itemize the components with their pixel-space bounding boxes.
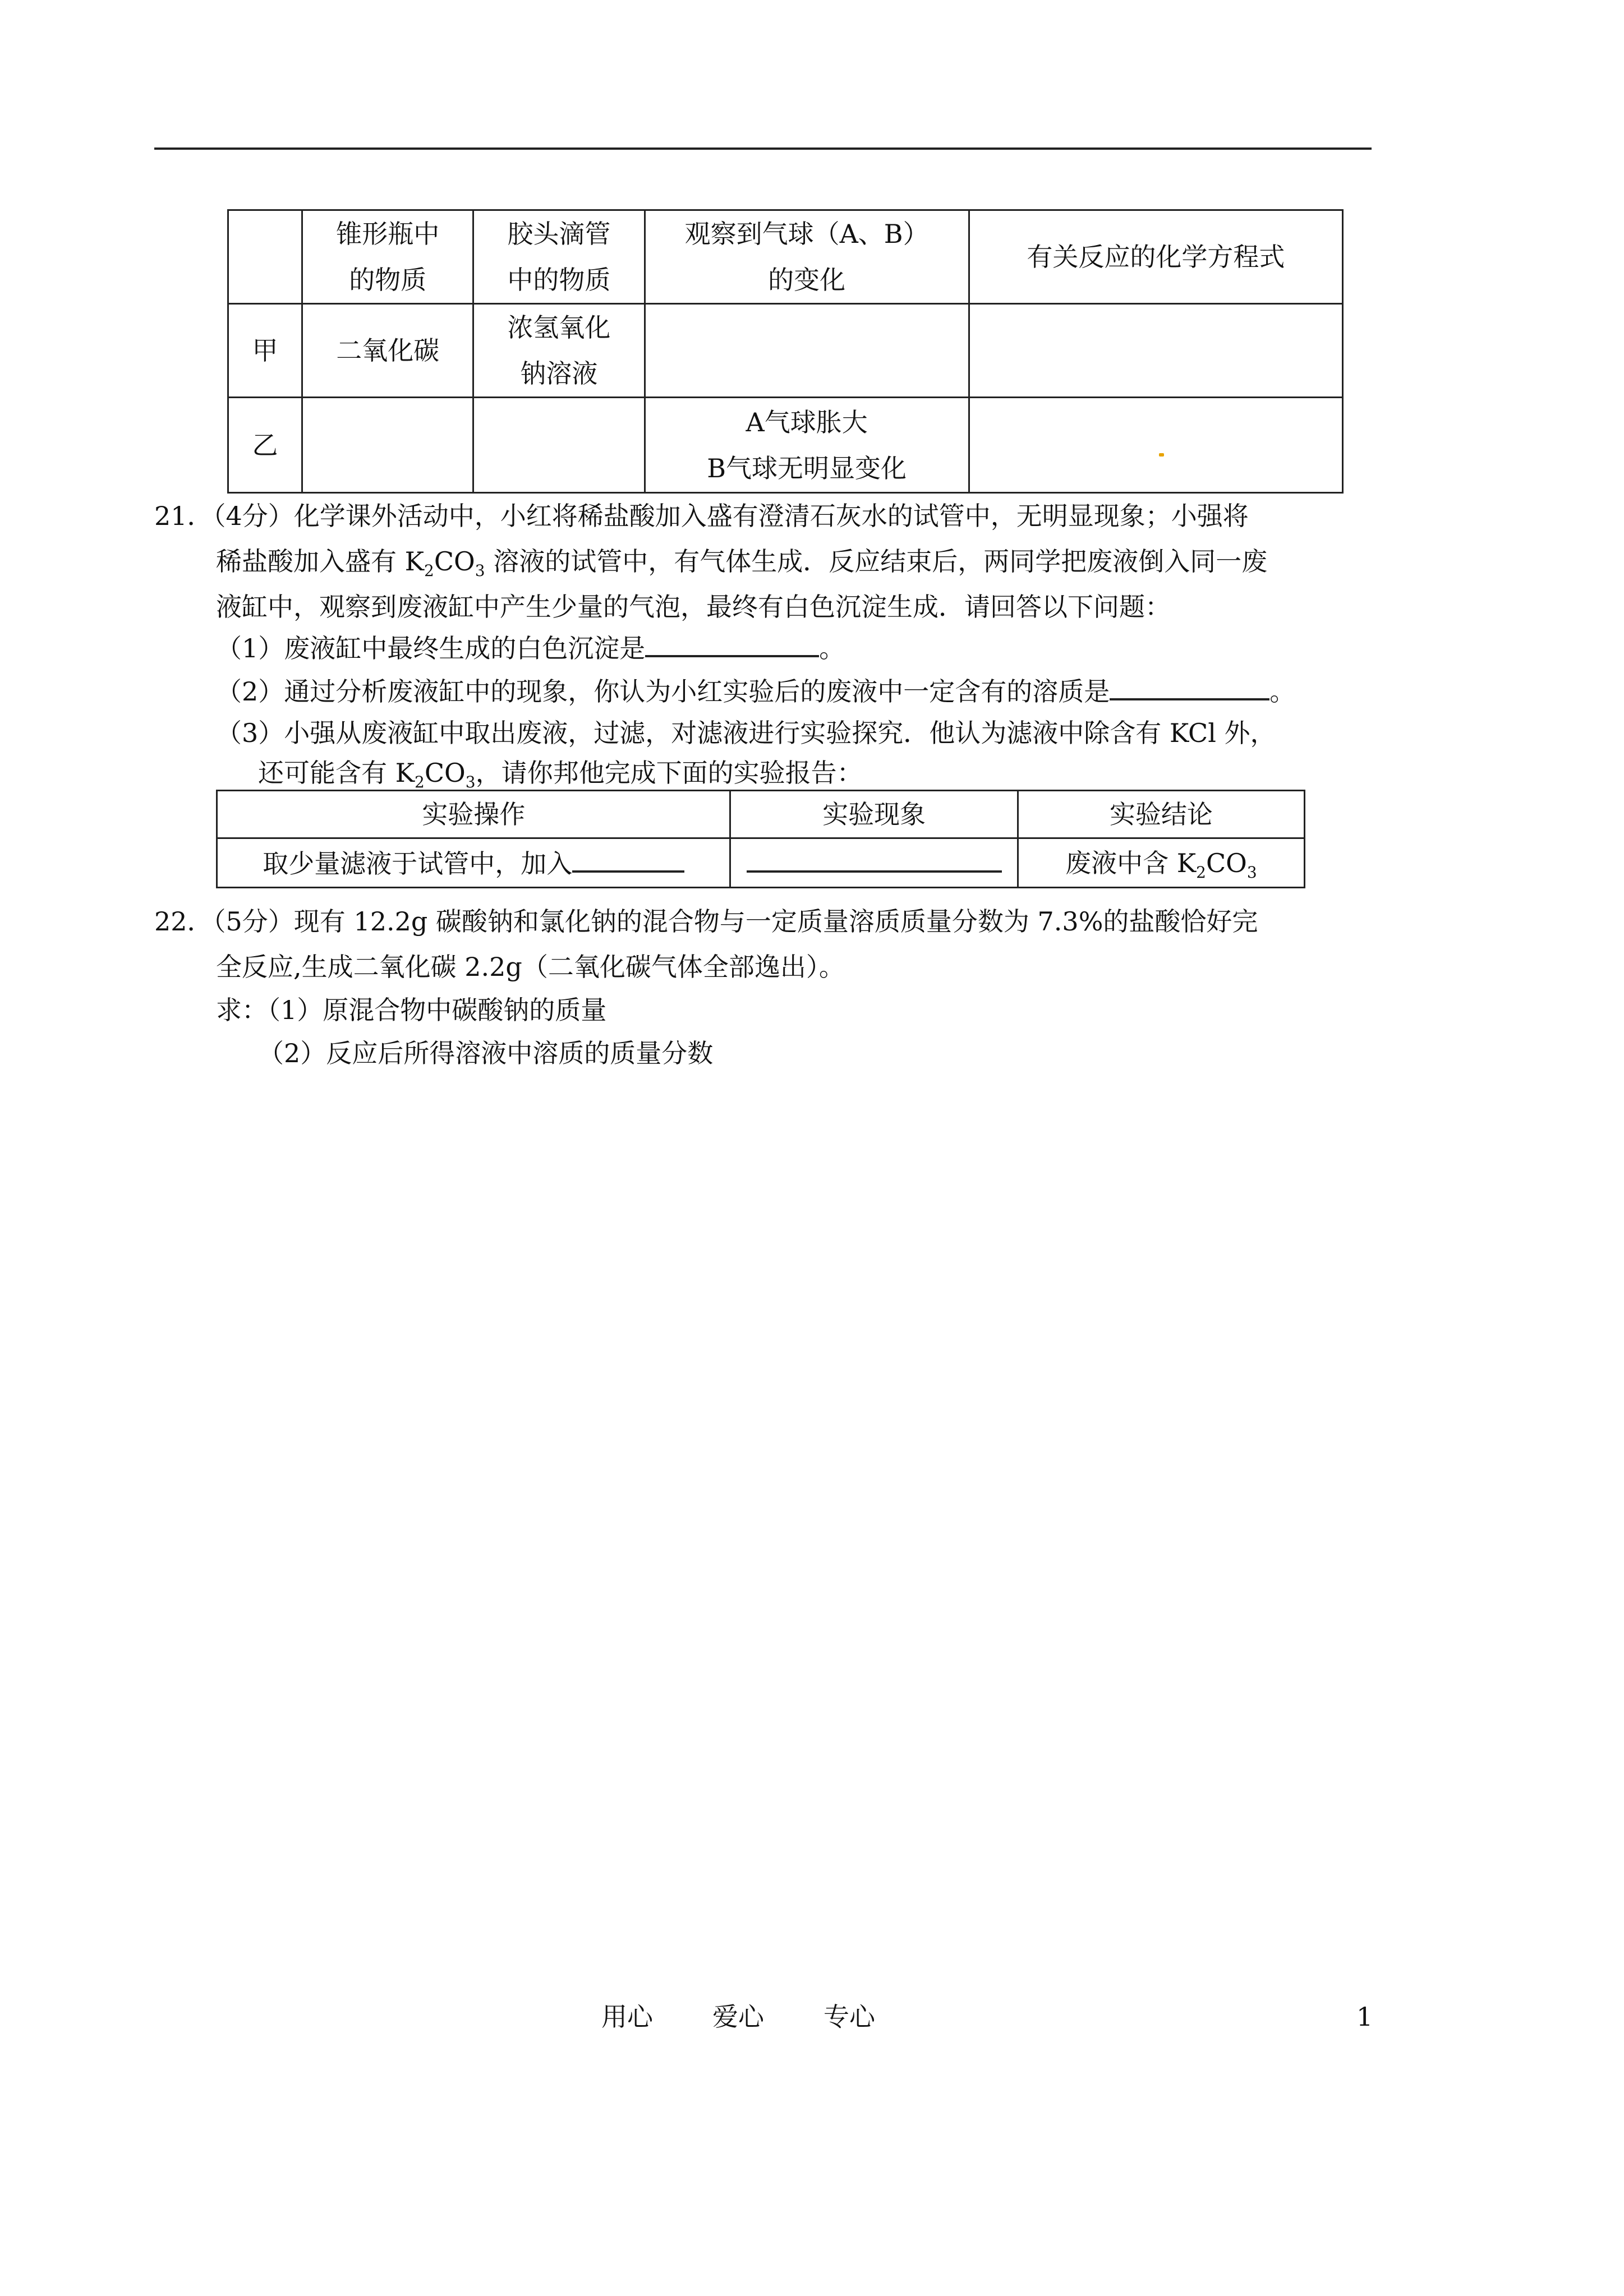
header-flask-line1: 锥形瓶中	[336, 219, 440, 249]
q21-line1: 21．（4分）化学课外活动中，小红将稀盐酸加入盛有澄清石灰水的试管中，无明显现象；小强将	[154, 501, 1249, 531]
row-jia-balloon	[645, 304, 969, 398]
q22-ask1: 求：（1）原混合物中碳酸钠的质量	[216, 995, 607, 1025]
footer-word-1: 用心	[601, 2002, 653, 2032]
q21-part3-line1: （3）小强从废液缸中取出废液，过滤，对滤液进行实验探究．他认为滤液中除含有 KCl 外，	[216, 718, 1276, 748]
header-flask-line2: 的物质	[349, 265, 427, 295]
header-balloon-line2: 的变化	[768, 265, 846, 295]
table-row-jia	[228, 304, 1343, 398]
q21-part2: （2）通过分析废液缸中的现象，你认为小红实验后的废液中一定含有的溶质是 。	[216, 667, 1295, 714]
report-conclusion-cell: 废液中含 $K_2CO_3$	[1018, 838, 1304, 888]
header-dropper-line2: 中的物质	[507, 265, 611, 295]
answer-blank-phenomenon[interactable]	[747, 839, 1002, 873]
row-yi-dropper	[473, 398, 645, 493]
row-yi-label: 乙	[228, 398, 302, 493]
header-balloon-cell	[645, 210, 969, 304]
header-balloon-line1: 观察到气球（A、B）	[684, 219, 929, 249]
answer-blank-reagent[interactable]	[572, 839, 684, 873]
row-jia-label: 甲	[228, 304, 302, 398]
report-data-row	[217, 838, 1305, 888]
answer-blank-precipitate[interactable]	[645, 624, 819, 657]
row-jia-dropper: 浓氢氧化 钠溶液	[473, 304, 645, 398]
page-number: 1	[1356, 2002, 1373, 2032]
report-header-phenomenon: 实验现象	[730, 791, 1018, 838]
q21-part1: （1）废液缸中最终生成的白色沉淀是 。	[216, 624, 845, 671]
report-header-conclusion: 实验结论	[1018, 791, 1304, 838]
q21-part3-line2: 还可能含有 $K_2CO_3$，请你邦他完成下面的实验报告：	[258, 758, 863, 792]
row-yi-balloon: A气球胀大 B气球无明显变化	[645, 398, 969, 493]
report-operation-cell: 取少量滤液于试管中，加入	[217, 838, 730, 888]
experiment-table	[227, 209, 1344, 494]
row-yi-flask	[302, 398, 473, 493]
q21-line3: 液缸中，观察到废液缸中产生少量的气泡，最终有白色沉淀生成．请回答以下问题：	[216, 592, 1171, 622]
table-header-row	[228, 210, 1343, 304]
q22-ask2: （2）反应后所得溶液中溶质的质量分数	[258, 1038, 714, 1068]
header-dropper-line1: 胶头滴管	[507, 219, 611, 249]
header-equation-cell: 有关反应的化学方程式	[969, 210, 1342, 304]
report-phenomenon-cell	[730, 838, 1018, 888]
experiment-report-table	[216, 790, 1305, 888]
header-dropper-cell	[473, 210, 645, 304]
row-jia-equation	[969, 304, 1342, 398]
table-row-yi	[228, 398, 1343, 493]
answer-blank-solute[interactable]	[1110, 667, 1269, 700]
stray-dot-mark	[1159, 453, 1164, 457]
q22-line2: 全反应,生成二氧化碳 2.2g（二氧化碳气体全部逸出）。	[216, 952, 845, 982]
q22-line1: 22．（5分）现有 12.2g 碳酸钠和氯化钠的混合物与一定质量溶质质量分数为 7.3%的盐酸恰好完	[154, 906, 1258, 937]
footer-word-3: 专心	[823, 2002, 875, 2032]
row-yi-equation	[969, 398, 1342, 493]
report-header-row	[217, 791, 1305, 838]
header-rule	[154, 147, 1372, 150]
footer-word-2: 爱心	[712, 2002, 764, 2032]
q21-line2: 稀盐酸加入盛有 $K_2CO_3$ 溶液的试管中，有气体生成．反应结束后，两同学把废液倒入同一废	[216, 546, 1268, 580]
row-jia-flask: 二氧化碳	[302, 304, 473, 398]
header-blank-cell	[228, 210, 302, 304]
header-flask-cell	[302, 210, 473, 304]
report-header-operation: 实验操作	[217, 791, 730, 838]
